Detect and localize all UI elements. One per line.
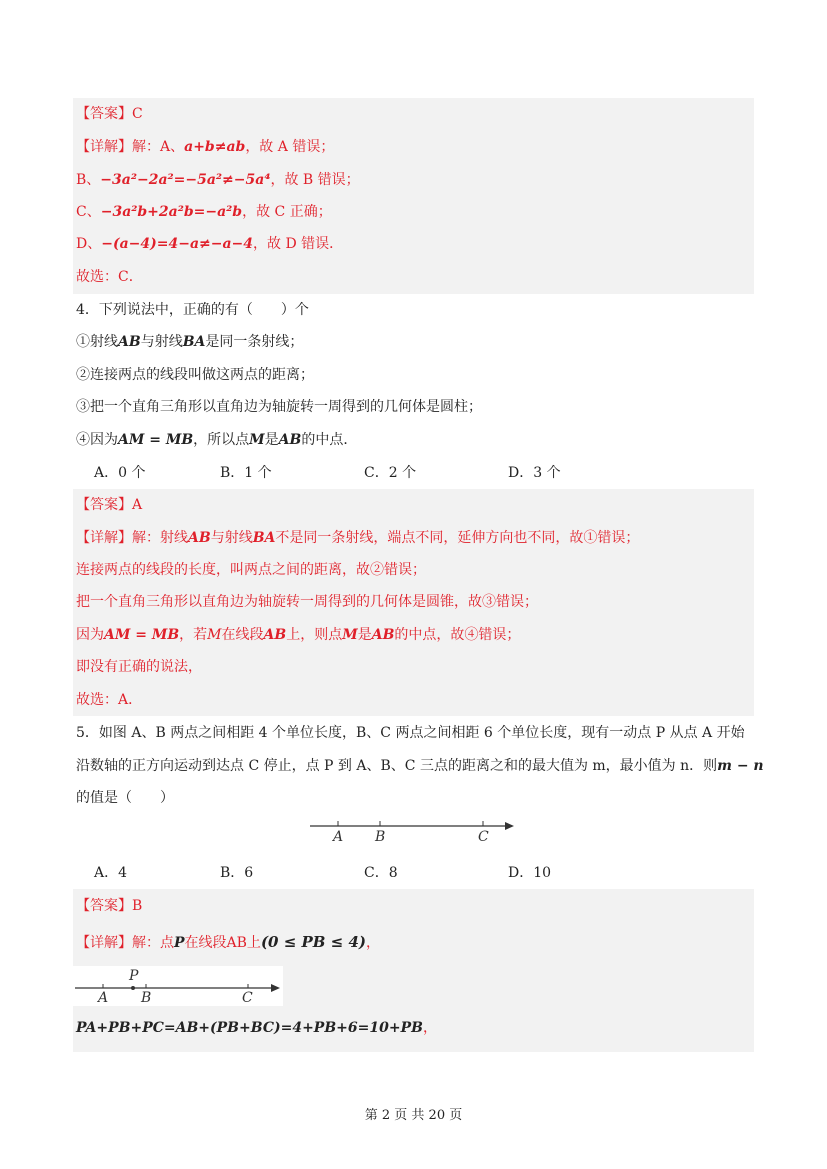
- q4-option-b: B．1 个: [220, 465, 272, 481]
- q5-stem-line-2: 沿数轴的正方向运动到达点 C 停止，点 P 到 A、B、C 三点的距离之和的最大值为 m，最小值为 n．则m − n: [76, 758, 764, 774]
- q4-detail-line-5: 即没有正确的说法，: [76, 659, 202, 675]
- q5-detail-line-1: 【详解】解：点P在线段AB上(0 ≤ PB ≤ 4)，: [76, 933, 380, 951]
- arrow-head-icon: [505, 822, 514, 830]
- q3-detail-line-a: 【详解】解：A、a+b≠ab，故 A 错误；: [76, 139, 335, 155]
- q4-answer-line: 【答案】A: [76, 497, 143, 513]
- q5-option-a: A．4: [94, 865, 128, 881]
- q3-detail-line-b: B、−3a²−2a²=−5a²≠−5a⁴，故 B 错误；: [76, 172, 360, 188]
- q3-conclusion: 故选：C．: [76, 269, 143, 285]
- detail-arrow-head-icon: [271, 984, 280, 992]
- q4-detail-line-3: 把一个直角三角形以直角边为轴旋转一周得到的几何体是圆锥，故③错误；: [76, 594, 538, 610]
- q5-option-d: D．10: [508, 865, 552, 881]
- q5-detail-line-2: PA+PB+PC=AB+(PB+BC)=4+PB+6=10+PB，: [76, 1020, 437, 1036]
- label-b: B: [375, 829, 386, 844]
- q5-option-b: B．6: [220, 865, 254, 881]
- detail-label-b: B: [141, 990, 152, 1006]
- label-a: A: [333, 829, 344, 844]
- q5-stem-line-1: 5．如图 A、B 两点之间相距 4 个单位长度，B、C 两点之间相距 6 个单位长度，现有一动点 P 从点 A 开始: [76, 725, 745, 741]
- q3-answer-box: [73, 98, 754, 294]
- q4-detail-line-1: 【详解】解：射线AB与射线BA不是同一条射线，端点不同，延伸方向也不同，故①错误；: [76, 530, 640, 546]
- q4-stem: 4．下列说法中，正确的有（ ）个: [76, 302, 309, 318]
- q3-detail-line-c: C、−3a²b+2a²b=−a²b，故 C 正确；: [76, 204, 332, 220]
- q4-statement-2: ②连接两点的线段叫做这两点的距离；: [76, 367, 314, 383]
- q4-option-c: C．2 个: [364, 465, 417, 481]
- q5-detail-figure: [73, 965, 285, 1007]
- q5-answer-line: 【答案】B: [76, 898, 143, 914]
- q4-conclusion: 故选：A．: [76, 692, 143, 708]
- q5-option-c: C．8: [364, 865, 398, 881]
- q4-detail-line-2: 连接两点的线段的长度，叫两点之间的距离，故②错误；: [76, 562, 426, 578]
- q4-option-d: D．3 个: [508, 465, 561, 481]
- q4-statement-4: ④因为AM = MB，所以点M是AB的中点．: [76, 432, 358, 448]
- label-c: C: [478, 829, 489, 844]
- detail-label-c: C: [242, 990, 253, 1006]
- q4-option-a: A．0 个: [94, 465, 146, 481]
- q5-stem-line-3: 的值是（ ）: [76, 790, 174, 806]
- q4-statement-1: ①射线AB与射线BA是同一条射线；: [76, 334, 304, 350]
- q4-statement-3: ③把一个直角三角形以直角边为轴旋转一周得到的几何体是圆柱；: [76, 399, 482, 415]
- q5-number-line-figure: [308, 814, 528, 844]
- detail-label-p: P: [129, 968, 139, 984]
- page-footer: 第 2 页 共 20 页: [364, 1108, 463, 1123]
- q3-answer-line: 【答案】C: [76, 106, 143, 122]
- detail-point-p: [131, 986, 135, 990]
- q3-detail-line-d: D、−(a−4)=4−a≠−a−4，故 D 错误．: [76, 236, 344, 252]
- detail-label-a: A: [98, 990, 109, 1006]
- q4-detail-line-4: 因为AM = MB，若M在线段AB上，则点M是AB的中点，故④错误；: [76, 627, 521, 643]
